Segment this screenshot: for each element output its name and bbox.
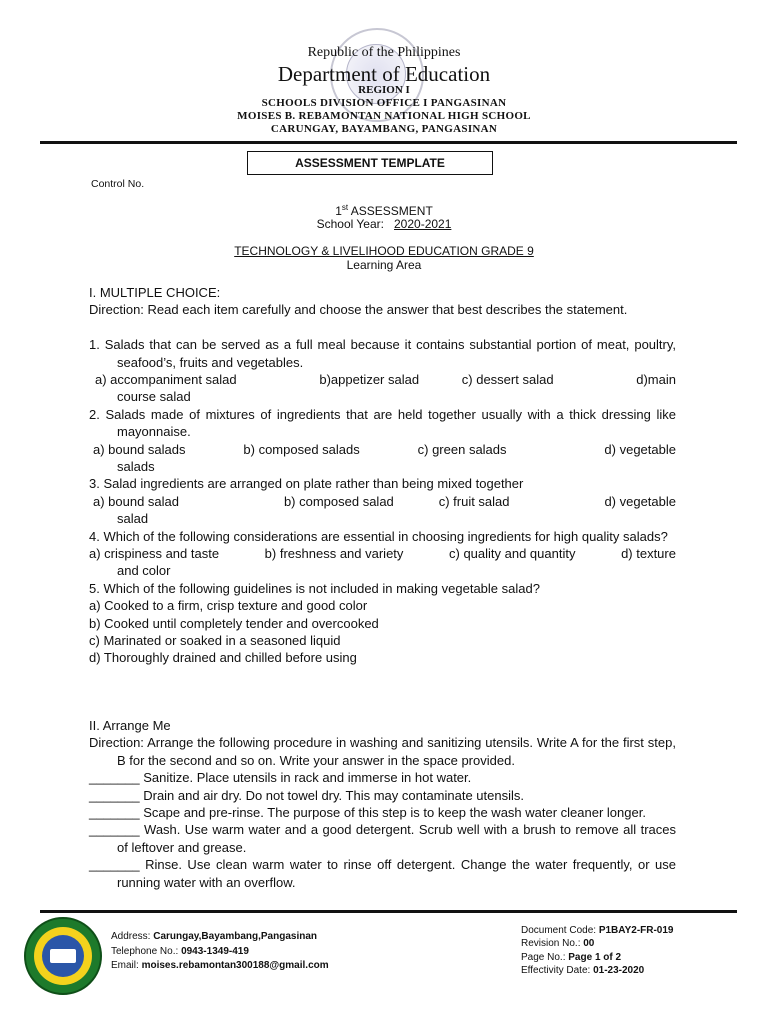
department-title: Department of Education <box>277 62 491 86</box>
part-one: I. MULTIPLE CHOICE: Direction: Read each item carefully and choose the answer that best describes the statement. 1. Salads that can be served as a full meal because it contains substantial portion of meat, poultry, seafood’s, fruits and vegetables. a) accompaniment salad b)appetizer salad c) dessert salad d)main course salad 2. Salads made of mixtures of ingredients that are held together usually with a thick dressing like mayonnaise. a) bound salads b) composed salads c) green salads d) vegetable salads 3. Salad ingredients are arranged on plate rather than being mixed together a) bound salad b) composed salad c) fruit salad d) vegetable salad 4. Which of the following considerations are essential in choosing ingredients for high quality salads? a) crispiness and taste b) freshness and variety c) quality and quantity d) texture and color 5. Which of the following guidelines is not included in making vegetable salad? a) Cooked to a firm, crisp texture and good color b) Cooked until completely tender and overcooked c) Marinated or soaked in a seasoned liquid d) Thoroughly drained and chilled before using <box>89 285 676 666</box>
question-1-options: a) accompaniment salad b)appetizer salad c) dessert salad d)main <box>95 372 676 387</box>
footer-contact: Address: Carungay,Bayambang,Pangasinan Telephone No.: 0943-1349-419 Email: moises.rebamontan300188@gmail.com <box>111 931 329 971</box>
control-no-label: Control No. <box>91 178 145 190</box>
learning-area-value: TECHNOLOGY & LIVELIHOOD EDUCATION GRADE 9 <box>234 244 534 258</box>
step-wash: _______ Wash. Use warm water and a good detergent. Scrub well with a brush to remove all traces of leftover and grease. <box>89 822 676 855</box>
school-name: MOISES B. REBAMONTAN NATIONAL HIGH SCHOOL <box>237 110 531 122</box>
direction-text: Direction: Read each item carefully and choose the answer that best describes the statement. <box>89 302 628 318</box>
direction-text-2: Direction: Arrange the following procedure in washing and sanitizing utensils. Write A for the first step, B for the second and so on. Write your answer in the space provided. <box>89 735 676 768</box>
question-2: 2. Salads made of mixtures of ingredients that are held together usually with a thick dressing like mayonnaise. <box>89 406 676 440</box>
question-1: 1. Salads that can be served as a full meal because it contains substantial portion of meat, poultry, seafood’s, fruits and vegetables. <box>89 337 676 370</box>
section-heading: I. MULTIPLE CHOICE: <box>89 285 221 300</box>
school-year: School Year: 2020-2021 <box>316 217 452 231</box>
step-rinse: _______ Rinse. Use clean warm water to rinse off detergent. Change the water frequently, or use running water with an overflow. <box>89 857 676 890</box>
step-drain: _______ Drain and air dry. Do not towel dry. This may contaminate utensils. <box>89 787 524 803</box>
section-heading-2: II. Arrange Me <box>89 718 171 733</box>
footer-divider <box>40 910 737 913</box>
part-two <box>89 717 676 891</box>
assessment-number: 1st ASSESSMENT <box>335 203 433 218</box>
school-address: CARUNGAY, BAYAMBANG, PANGASINAN <box>270 123 498 135</box>
learning-area-label: Learning Area <box>346 258 422 272</box>
question-4: 4. Which of the following considerations are essential in choosing ingredients for high quality salads? <box>89 528 668 544</box>
header-divider <box>40 141 737 144</box>
division-text: SCHOOLS DIVISION OFFICE I PANGASINAN <box>261 97 507 109</box>
question-5: 5. Which of the following guidelines is not included in making vegetable salad? <box>89 580 540 596</box>
region-text: REGION I <box>358 84 410 96</box>
step-sanitize: _______ Sanitize. Place utensils in rack and immerse in hot water. <box>89 770 472 786</box>
question-2-options: a) bound salads b) composed salads c) green salads d) vegetable <box>93 441 676 457</box>
republic-text: Republic of the Philippines <box>307 45 461 60</box>
question-5-option-b: b) Cooked until completely tender and overcooked <box>89 615 379 631</box>
step-scrape: _______ Scape and pre-rinse. The purpose of this step is to keep the wash water cleaner longer. <box>89 804 646 820</box>
school-year-value: 2020-2021 <box>394 217 452 231</box>
assessment-title-box: ASSESSMENT TEMPLATE <box>247 151 493 175</box>
question-4-options: a) crispiness and taste b) freshness and variety c) quality and quantity d) texture <box>89 545 676 561</box>
question-3: 3. Salad ingredients are arranged on plate rather than being mixed together <box>89 476 524 492</box>
footer-document-info: Document Code: P1BAY2-FR-019 Revision No.: 00 Page No.: Page 1 of 2 Effectivity Date: 01-23-2020 <box>521 925 674 977</box>
question-3-options: a) bound salad b) composed salad c) fruit salad d) vegetable <box>93 493 676 509</box>
question-5-option-c: c) Marinated or soaked in a seasoned liquid <box>89 632 341 648</box>
question-5-option-d: d) Thoroughly drained and chilled before using <box>89 650 357 666</box>
question-5-option-a: a) Cooked to a firm, crisp texture and good color <box>89 598 368 614</box>
school-logo <box>24 917 102 995</box>
